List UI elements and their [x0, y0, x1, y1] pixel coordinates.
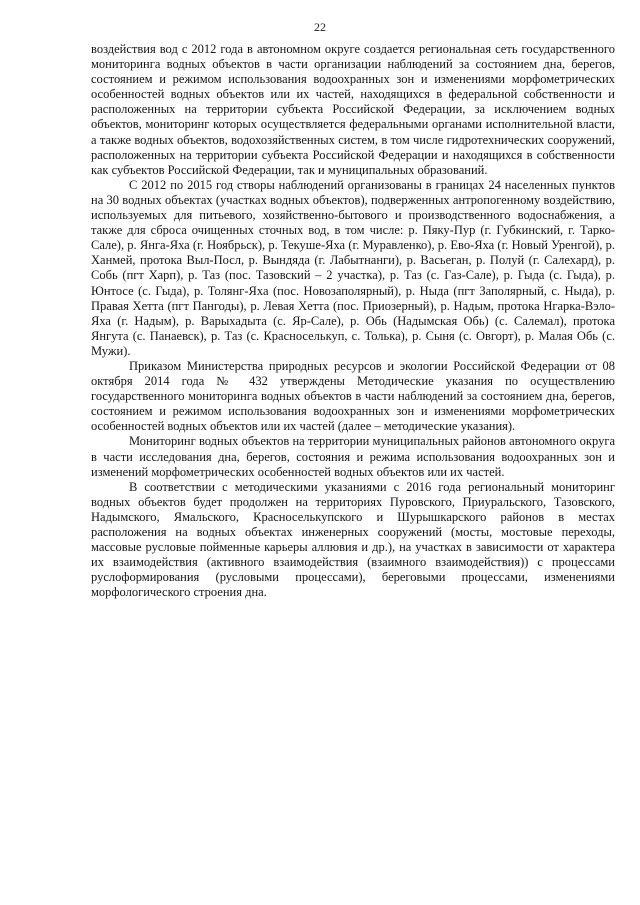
document-body [91, 42, 615, 600]
paragraph-continuation: воздействия вод с 2012 года в автономном округе создается региональная сеть государственного мониторинга водных объектов в части организации наблюдений за состоянием дна, берегов, состоянием и режимом использования водоохранных зон и изменениями морфометрических особенностей водных объектов или их частей, находящихся в федеральной собственности и расположенных на территории субъекта Российской Федерации, за исключением водных объектов, мониторинг которых осуществляется федеральными органами исполнительной власти, а также водных объектов, водохозяйственных систем, в том числе гидротехнических сооружений, расположенных на территории субъекта Российской Федерации и находящихся в собственности как субъектов Российской Федерации, так и муниципальных образований. [91, 42, 615, 177]
paragraph-ministry-order: Приказом Министерства природных ресурсов и экологии Российской Федерации от 08 октября 2014 года № 432 утверждены Методические указания по осуществлению государственного мониторинга водных объектов в части наблюдений за состоянием дна, берегов, состоянием и режимом использования водоохранных зон и изменениями морфометрических особенностей водных объектов или их частей (далее – методические указания). [91, 358, 615, 434]
paragraph-observation-sites: С 2012 по 2015 год створы наблюдений организованы в границах 24 населенных пунктов на 30 водных объектах (участках водных объектов), подверженных антропогенному воздействию, используемых для питьевого, хозяйственно-бытового и производственного водоснабжения, а также для сброса очищенных сточных вод, в том числе: р. Пяку-Пур (г. Губкинский, г. Тарко-Сале), р. Янга-Яха (г. Ноябрьск), р. Текуше-Яха (г. Муравленко), р. Ево-Яха (г. Новый Уренгой), р. Ханмей, протока Выл-Посл, р. Вындяда (г. Лабытнанги), р. Васьеган, р. Полуй (г. Салехард), р. Собь (пгт Харп), р. Таз (пос. Тазовский – 2 участка), р. Таз (с. Газ-Сале), р. Гыда (с. Гыда), р. Юнтосе (с. Гыда), р. Толянг-Яха (пос. Новозаполярный), р. Ныда (пгт Заполярный, с. Ныда), р. Правая Хетта (пгт Пангоды), р. Левая Хетта (пос. Приозерный), р. Надым, протока Нгарка-Вэло-Яха (г. Надым), р. Варыхадыта (с. Яр-Сале), р. Обь (Надымская Обь) (с. Салемал), протока Янгута (с. Панаевск), р. Таз (с. Красноселькуп, с. Толька), р. Сыня (с. Овгорт), р. Малая Обь (с. Мужи). [91, 177, 615, 358]
paragraph-monitoring-continuation: В соответствии с методическими указаниями с 2016 года региональный мониторинг водных объектов будет продолжен на территориях Пуровского, Приуральского, Тазовского, Надымского, Ямальского, Красноселькупского и Шурышкарского районов в местах расположения на водных объектах инженерных сооружений (мосты, мостовые переходы, массовые русловые пойменные карьеры аллювия и др.), на участках в зависимости от характера их взаимодействия (активного взаимодействия (взаимного взаимодействия)) с процессами руслоформирования (русловыми процессами), береговыми процессами, изменениями морфологического строения дна. [91, 479, 615, 600]
paragraph-monitoring-districts: Мониторинг водных объектов на территории муниципальных районов автономного округа в части исследования дна, берегов, состояния и режима использования водоохранных зон и изменений морфометрических особенностей водных объектов или их частей. [91, 434, 615, 479]
page-number: 22 [314, 20, 326, 34]
